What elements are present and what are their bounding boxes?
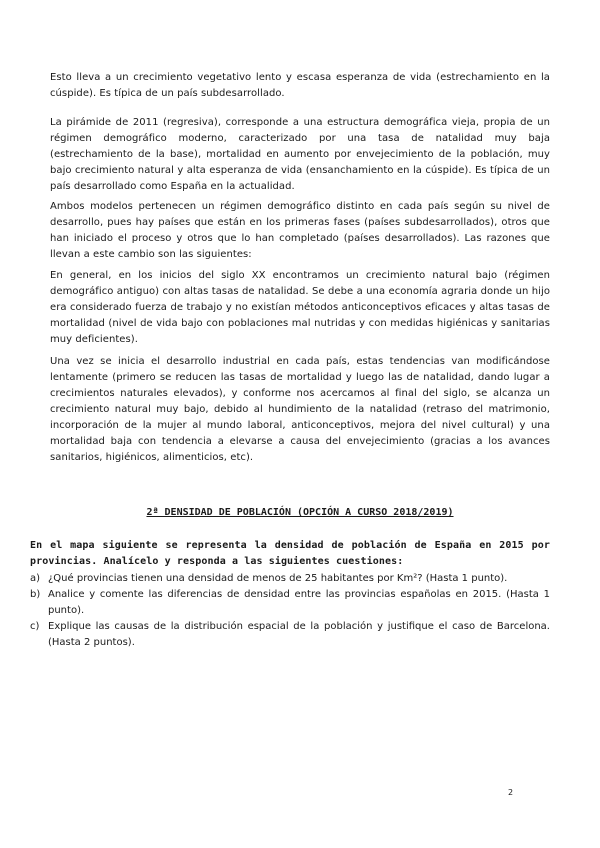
question-text: ¿Qué provincias tienen una densidad de menos de 25 habitantes por Km²? (Hasta 1 punto). (48, 573, 508, 584)
paragraph-piramide-2011: La pirámide de 2011 (regresiva), corresponde a una estructura demográfica vieja, propia de un régimen demográfico moderno, caracterizado por una tasa de natalidad muy baja (estrechamiento de la base), mortalidad en aumento por envejecimiento de la población, muy bajo crecimiento natural y alta esperanza de vida (ensanchamiento en la cúspide). Es típica de un país desarrollado como España en la actualidad. (50, 117, 550, 192)
question-text: Analice y comente las diferencias de densidad entre las provincias españolas en 2015. (Hasta 1 punto). (48, 589, 550, 616)
question-item (30, 619, 550, 651)
question-list (30, 571, 550, 651)
question-text: Explique las causas de la distribución espacial de la población y justifique el caso de Barcelona. (Hasta 2 puntos). (48, 621, 550, 648)
question-marker: c) (30, 621, 40, 632)
paragraph-siglo-xx: En general, en los inicios del siglo XX encontramos un crecimiento natural bajo (régimen demográfico antiguo) con altas tasas de natalidad. Se debe a una economía agraria donde un hijo era considerado fuerza de trabajo y no existían métodos anticonceptivos eficaces y altas tasas de mortalidad (nivel de vida bajo con poblaciones mal nutridas y con medidas higiénicas y sanitarias muy deficientes). (50, 270, 550, 345)
question-intro: En el mapa siguiente se representa la densidad de población de España en 2015 por provincias. Analícelo y responda a las siguientes cuestiones: (30, 540, 550, 567)
question-item (30, 571, 550, 587)
section-title: 2ª DENSIDAD DE POBLACIÓN (OPCIÓN A CURSO 2018/2019) (146, 507, 454, 518)
paragraph-desarrollo-industrial: Una vez se inicia el desarrollo industrial en cada país, estas tendencias van modificándose lentamente (primero se reducen las tasas de mortalidad y luego las de natalidad, dando lugar a crecimientos naturales elevados), y conforme nos acercamos al final del siglo, se alcanza un crecimiento natural muy bajo, debido al hundimiento de la natalidad (retraso del matrimonio, incorporación de la mujer al mundo laboral, anticonceptivos, mejora del nivel cultural) y una mortalidad baja con tendencia a elevarse a causa del envejecimiento (gracias a los avances sanitarios, higiénicos, alimenticios, etc). (50, 356, 550, 463)
page-number: 2 (508, 788, 514, 797)
paragraph-subdesarrollado: Esto lleva a un crecimiento vegetativo lento y escasa esperanza de vida (estrechamiento en la cúspide). Es típica de un país subdesarrollado. (50, 72, 550, 99)
question-marker: b) (30, 589, 41, 600)
question-item (30, 587, 550, 619)
question-marker: a) (30, 573, 41, 584)
paragraph-ambos-modelos: Ambos modelos pertenecen un régimen demográfico distinto en cada país según su nivel de desarrollo, pues hay países que están en los primeras fases (países subdesarrollados), otros que han iniciado el proceso y otros que lo han completado (países desarrollados). Las razones que llevan a este cambio son las siguientes: (50, 201, 550, 260)
